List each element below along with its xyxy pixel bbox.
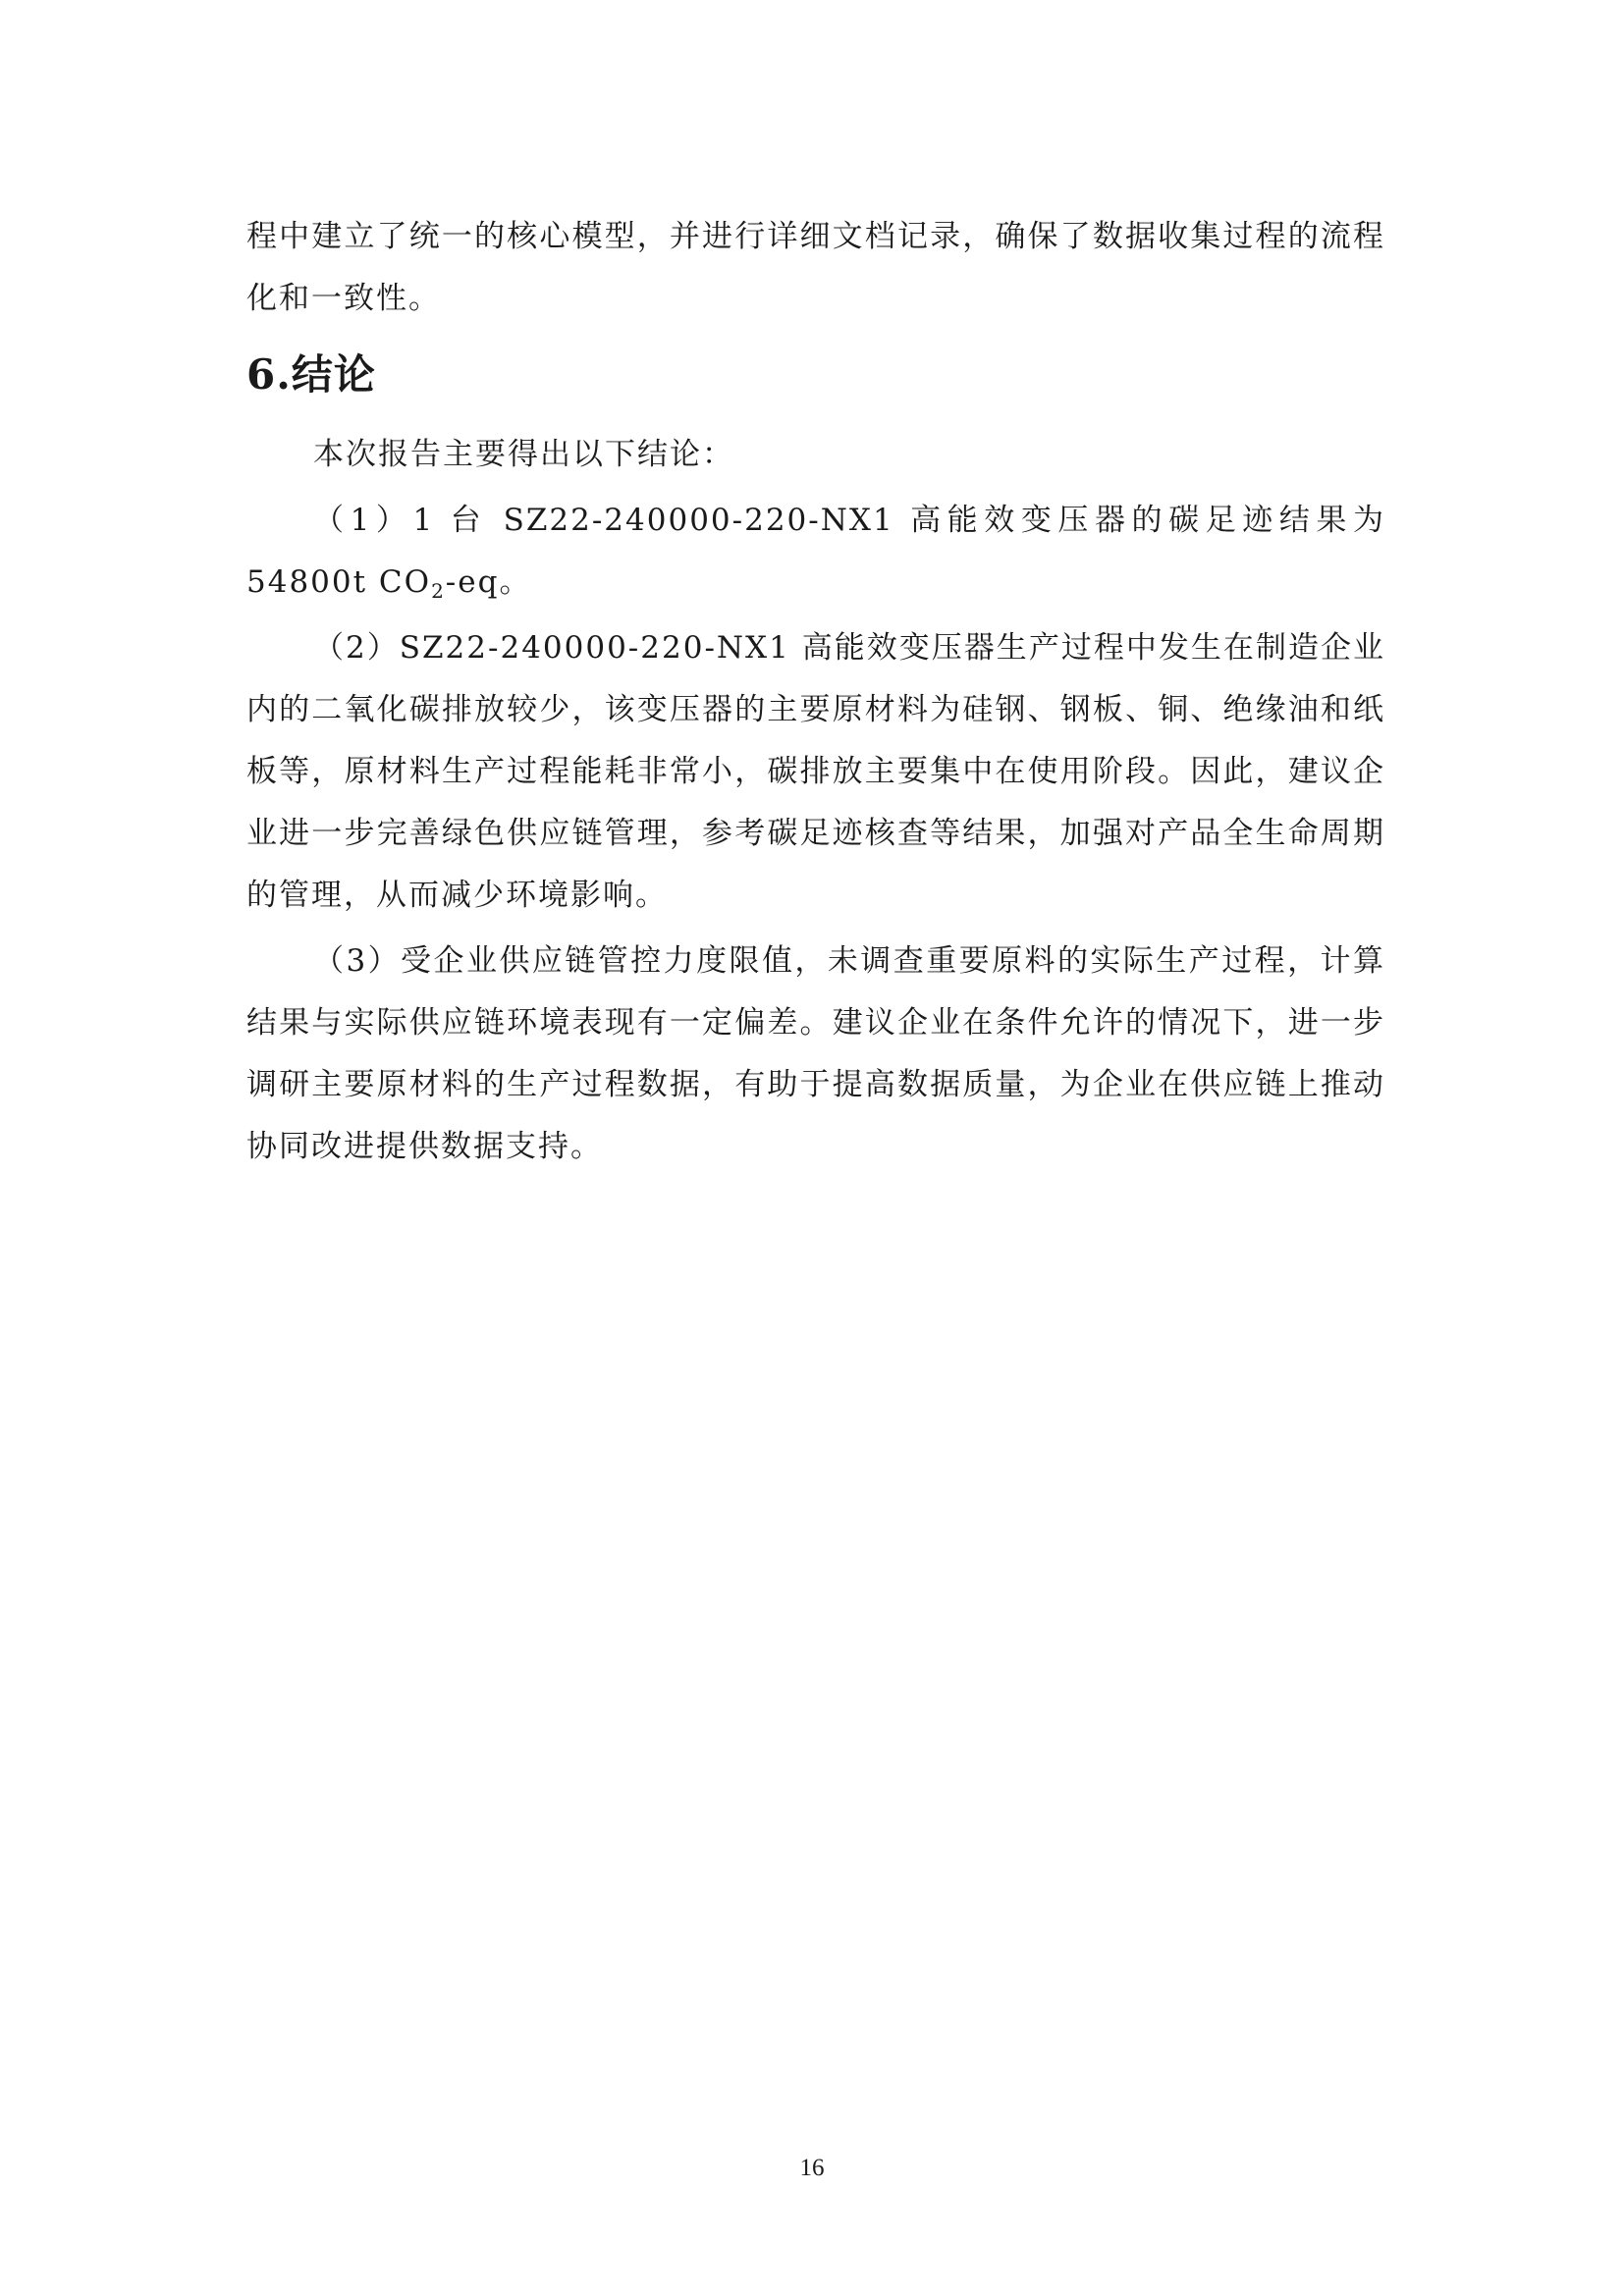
continued-paragraph: 程中建立了统一的核心模型，并进行详细文档记录，确保了数据收集过程的流程化和一致性。: [246, 219, 1385, 316]
conclusion-3: （3）受企业供应链管控力度限值，未调查重要原料的实际生产过程，计算结果与实际供应链环境表现有一定偏差。建议企业在条件允许的情况下，进一步调研主要原材料的生产过程数据，有助于提高数据质量，为企业在供应链上推动协同改进提供数据支持。: [246, 943, 1385, 1164]
page-number: 16: [799, 2155, 825, 2181]
page-body: [246, 206, 1385, 1178]
conclusion-1-text-end: -eq。: [445, 564, 532, 600]
intro-paragraph: 本次报告主要得出以下结论：: [313, 437, 734, 472]
conclusion-1-text: （1）1 台 SZ22-240000-220-NX1 高能效变压器的碳足迹结果为 54800t CO: [246, 503, 1385, 600]
conclusion-1: [246, 490, 1385, 614]
section-heading: 6.结论: [246, 350, 376, 399]
conclusion-1-subscript: 2: [431, 579, 446, 603]
conclusion-2: （2）SZ22-240000-220-NX1 高能效变压器生产过程中发生在制造企业内的二氧化碳排放较少，该变压器的主要原材料为硅钢、钢板、铜、绝缘油和纸板等，原材料生产过程能耗非常小，碳排放主要集中在使用阶段。因此，建议企业进一步完善绿色供应链管理，参考碳足迹核查等结果，加强对产品全生命周期的管理，从而减少环境影响。: [246, 630, 1385, 913]
